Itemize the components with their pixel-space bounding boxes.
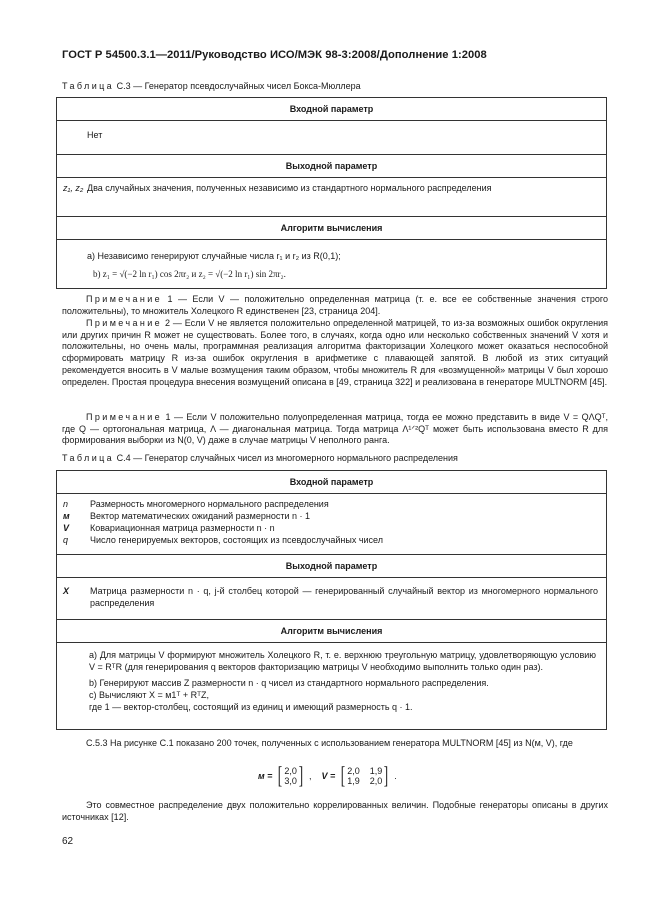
parameters-formula: м = [ 2,0 3,0 ] , V = [ 2,0 1,9 1,9 2,0 ] . (258, 763, 397, 789)
note-1 (62, 294, 608, 317)
section-paragraph-2: Это совместное распределение двух положительно коррелированных величин. Подобные генераторы описаны в других источниках [12]. (62, 800, 608, 822)
table-c4-step-a: а) Для матрицы V формируют множитель Холецкого R, т. е. верхнюю треугольную матрицу, удовлетворяющую условию V = RᵀR (для генерирования q векторов факторизацию матрицы V необходимо выполнить только один раз). (89, 650, 596, 672)
table-c3-step-a: а) Независимо генерируют случайные числа r₁ и r₂ из R(0,1); (87, 251, 341, 261)
note-1-label: Примечание (86, 294, 163, 304)
input-text: Размерность многомерного нормального распределения (90, 499, 329, 509)
mu-value: 3,0 (284, 776, 297, 786)
table-c4-step-b: b) Генерируют массив Z размерности n · q чисел из стандартного нормального распределения. (89, 678, 489, 688)
table-c4-input-header: Входной параметр (57, 471, 607, 494)
table-c3-input-header: Входной параметр (57, 98, 607, 121)
input-row (63, 522, 598, 534)
table-c4-step-c: с) Вычисляют X = м1ᵀ + RᵀZ, (89, 690, 209, 700)
input-row (63, 498, 598, 510)
input-symbol: q (63, 535, 69, 545)
note-3-text: 1 — Если V положительно полуопределенная матрица, тогда ее можно представить в виде V = QΛQᵀ, где Q — ортогональная матрица, Λ — диагональная матрица. Тогда матрица Λ¹ᐟ²Qᵀ может быть использована вместо R для формирования выборки из N(0, V) даже в случае матрицы V неполного ранга. (62, 412, 608, 446)
table-c3-caption (62, 81, 361, 91)
table-c3 (56, 97, 607, 289)
table-c4-output-row (63, 585, 598, 609)
v-cell: 1,9 (369, 766, 383, 776)
caption-word: Таблица (62, 81, 115, 91)
table-c3-algo-header: Алгоритм вычисления (57, 217, 607, 240)
table-c3-step-b: b) z₁ = √(−2 ln r₁) cos 2πr₂ и z₂ = √(−2 ln r₁) sin 2πr₂. (93, 269, 286, 279)
output-symbol: X (63, 586, 70, 596)
table-c3-input-value: Нет (57, 121, 607, 155)
mu-matrix: [ 2,0 3,0 ] (278, 763, 304, 789)
input-symbol: V (63, 523, 70, 533)
caption-text: С.3 — Генератор псевдослучайных чисел Бокса-Мюллера (114, 81, 361, 91)
v-matrix: [ 2,0 1,9 1,9 2,0 ] (341, 763, 389, 789)
output-symbols: z₁, z₂ (63, 183, 84, 193)
output-text: Матрица размерности n · q, j-й столбец которой — генерированный случайный вектор из многомерного нормального распределения (90, 586, 598, 608)
mu-label: м = (258, 771, 273, 781)
table-c3-output-row (63, 182, 598, 194)
table-c3-output-header: Выходной параметр (57, 155, 607, 178)
input-row (63, 534, 598, 546)
note-2-label: Примечание (86, 318, 163, 328)
caption-word: Таблица (62, 453, 115, 463)
table-c4-caption (62, 453, 458, 463)
v-cell: 2,0 (369, 776, 383, 786)
caption-text: С.4 — Генератор случайных чисел из многомерного нормального распределения (114, 453, 458, 463)
input-text: Число генерируемых векторов, состоящих из псевдослучайных чисел (90, 535, 383, 545)
note-1-text: 1 — Если V — положительно определенная матрица (т. е. все ее собственные значения строго положительны), то множитель Холецкого R единственен [23, страница 204]. (62, 294, 608, 316)
document-header: ГОСТ Р 54500.3.1—2011/Руководство ИСО/МЭК 98-3:2008/Дополнение 1:2008 (62, 49, 487, 61)
mu-value: 2,0 (284, 766, 297, 776)
input-row (63, 510, 598, 522)
table-c4-algo-header: Алгоритм вычисления (57, 620, 607, 643)
output-text: Два случайных значения, полученных независимо из стандартного нормального распределения (87, 183, 492, 193)
table-c4-output-header: Выходной параметр (57, 555, 607, 578)
table-c4-step-c2: где 1 — вектор-столбец, состоящий из единиц и имеющий размерность q · 1. (89, 702, 413, 712)
note-2-text: 2 — Если V не является положительно определенной матрицей, то из-за возможных ошибок округления или других причин R может не существовать. Более того, в случаях, когда одно или несколько собственных значений V хотя и положительны, но очень малы, программная реализация алгоритма факторизации Холецкого может оказаться неспособной сформировать матрицу R из-за ошибок округления в арифметике с плавающей запятой. В любой из этих ситуаций рекомендуется вносить в V малые возмущения таким образом, чтобы множитель R для «возмущенной» матрицы V был хорошо определен. Простая процедура внесения возмущений описана в [49, страница 322] и реализована в генераторе MULTNORM [45]. (62, 318, 608, 387)
input-text: Вектор математических ожиданий размерности n · 1 (90, 511, 311, 521)
table-c4-inputs (57, 494, 607, 555)
note-3-label: Примечание (86, 412, 163, 422)
v-cell: 2,0 (347, 766, 360, 776)
v-cell: 1,9 (347, 776, 360, 786)
input-text: Ковариационная матрица размерности n · n (90, 523, 275, 533)
input-symbol: n (63, 499, 69, 509)
v-label: V = (321, 771, 336, 781)
note-2 (62, 318, 608, 388)
input-symbol: м (63, 511, 70, 521)
note-3 (62, 412, 608, 447)
section-paragraph-1: С.5.3 На рисунке С.1 показано 200 точек, полученных с использованием генератора MULTNORM [45] из N(м, V), где (86, 738, 573, 748)
table-c4 (56, 470, 607, 730)
page-number: 62 (62, 836, 74, 847)
